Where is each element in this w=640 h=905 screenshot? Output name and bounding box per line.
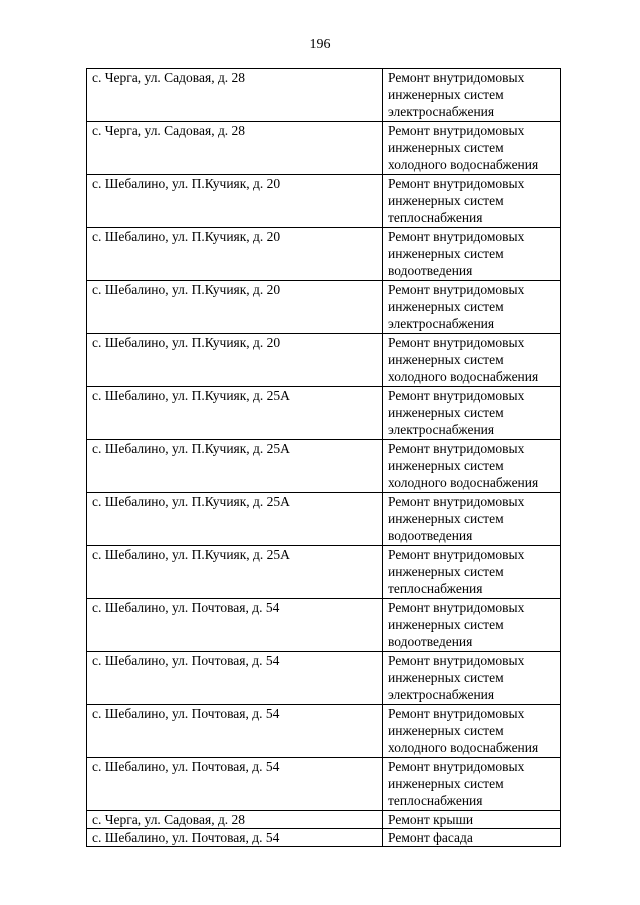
work-cell (383, 599, 561, 652)
table-row (87, 122, 561, 175)
work-line: Ремонт внутридомовых (388, 759, 525, 774)
work-cell (383, 758, 561, 811)
work-line: инженерных систем (388, 246, 504, 261)
work-cell (383, 493, 561, 546)
work-cell (383, 122, 561, 175)
address-cell: с. Черга, ул. Садовая, д. 28 (87, 811, 383, 829)
work-line: теплоснабжения (388, 793, 483, 808)
table-row (87, 387, 561, 440)
works-table (86, 68, 561, 847)
work-cell (383, 175, 561, 228)
work-line: Ремонт внутридомовых (388, 441, 525, 456)
address-cell: с. Шебалино, ул. Почтовая, д. 54 (87, 599, 383, 652)
work-line: Ремонт крыши (388, 812, 474, 827)
work-line: инженерных систем (388, 723, 504, 738)
table-row (87, 758, 561, 811)
address-cell: с. Шебалино, ул. П.Кучияк, д. 25А (87, 387, 383, 440)
work-cell (383, 705, 561, 758)
page-number: 196 (309, 37, 331, 52)
work-cell (383, 652, 561, 705)
table-row (87, 175, 561, 228)
work-line: инженерных систем (388, 670, 504, 685)
table-row (87, 493, 561, 546)
table-row (87, 829, 561, 847)
table-row (87, 705, 561, 758)
work-line: инженерных систем (388, 776, 504, 791)
table-row (87, 652, 561, 705)
work-cell (383, 440, 561, 493)
work-line: Ремонт внутридомовых (388, 653, 525, 668)
work-line: инженерных систем (388, 617, 504, 632)
work-cell (383, 334, 561, 387)
work-line: Ремонт внутридомовых (388, 282, 525, 297)
address-cell: с. Черга, ул. Садовая, д. 28 (87, 122, 383, 175)
work-cell (383, 546, 561, 599)
table-row (87, 440, 561, 493)
address-cell: с. Шебалино, ул. Почтовая, д. 54 (87, 758, 383, 811)
work-cell (383, 829, 561, 847)
work-line: Ремонт внутридомовых (388, 706, 525, 721)
work-line: инженерных систем (388, 458, 504, 473)
work-line: инженерных систем (388, 87, 504, 102)
work-line: инженерных систем (388, 405, 504, 420)
work-line: Ремонт внутридомовых (388, 176, 525, 191)
work-line: водоотведения (388, 263, 473, 278)
work-line: Ремонт внутридомовых (388, 600, 525, 615)
work-line: холодного водоснабжения (388, 157, 539, 172)
table-row (87, 546, 561, 599)
work-cell (383, 69, 561, 122)
work-line: электроснабжения (388, 422, 495, 437)
work-cell (383, 228, 561, 281)
work-line: инженерных систем (388, 511, 504, 526)
table-row (87, 334, 561, 387)
address-cell: с. Шебалино, ул. П.Кучияк, д. 20 (87, 175, 383, 228)
address-cell: с. Шебалино, ул. П.Кучияк, д. 25А (87, 493, 383, 546)
work-line: холодного водоснабжения (388, 369, 539, 384)
work-line: Ремонт внутридомовых (388, 494, 525, 509)
work-line: инженерных систем (388, 564, 504, 579)
work-line: холодного водоснабжения (388, 740, 539, 755)
work-line: теплоснабжения (388, 210, 483, 225)
table-row (87, 599, 561, 652)
work-cell (383, 281, 561, 334)
work-line: электроснабжения (388, 687, 495, 702)
table-row (87, 69, 561, 122)
work-line: инженерных систем (388, 352, 504, 367)
work-line: водоотведения (388, 528, 473, 543)
address-cell: с. Шебалино, ул. Почтовая, д. 54 (87, 652, 383, 705)
work-line: электроснабжения (388, 316, 495, 331)
address-cell: с. Шебалино, ул. П.Кучияк, д. 20 (87, 281, 383, 334)
work-line: Ремонт внутридомовых (388, 335, 525, 350)
table-row (87, 811, 561, 829)
work-line: инженерных систем (388, 299, 504, 314)
work-line: Ремонт внутридомовых (388, 229, 525, 244)
work-line: Ремонт внутридомовых (388, 70, 525, 85)
address-cell: с. Черга, ул. Садовая, д. 28 (87, 69, 383, 122)
table-row (87, 281, 561, 334)
works-table-body (87, 69, 561, 847)
address-cell: с. Шебалино, ул. Почтовая, д. 54 (87, 829, 383, 847)
address-cell: с. Шебалино, ул. П.Кучияк, д. 25А (87, 546, 383, 599)
work-line: водоотведения (388, 634, 473, 649)
address-cell: с. Шебалино, ул. П.Кучияк, д. 20 (87, 334, 383, 387)
work-line: теплоснабжения (388, 581, 483, 596)
table-row (87, 228, 561, 281)
work-line: инженерных систем (388, 140, 504, 155)
work-cell (383, 387, 561, 440)
work-line: холодного водоснабжения (388, 475, 539, 490)
work-line: Ремонт внутридомовых (388, 388, 525, 403)
address-cell: с. Шебалино, ул. Почтовая, д. 54 (87, 705, 383, 758)
work-cell (383, 811, 561, 829)
work-line: Ремонт внутридомовых (388, 123, 525, 138)
address-cell: с. Шебалино, ул. П.Кучияк, д. 25А (87, 440, 383, 493)
work-line: электроснабжения (388, 104, 495, 119)
work-line: инженерных систем (388, 193, 504, 208)
address-cell: с. Шебалино, ул. П.Кучияк, д. 20 (87, 228, 383, 281)
work-line: Ремонт внутридомовых (388, 547, 525, 562)
work-line: Ремонт фасада (388, 830, 473, 845)
